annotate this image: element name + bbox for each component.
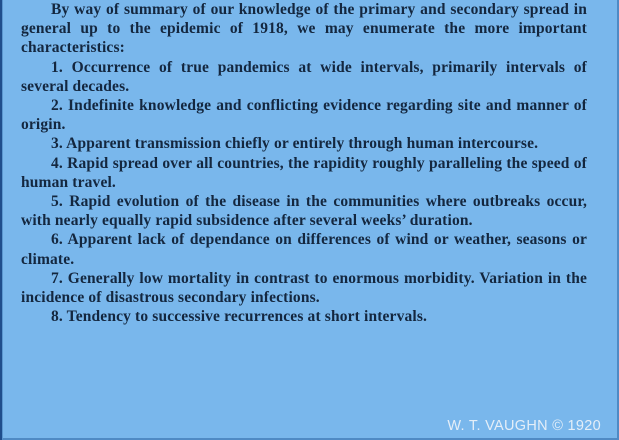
list-item: 6. Apparent lack of dependance on differences of wind or weather, seasons or climate. bbox=[21, 231, 587, 268]
document-text bbox=[21, 0, 587, 326]
list-item: 2. Indefinite knowledge and conflicting evidence regarding site and manner of origin. bbox=[21, 97, 587, 134]
intro-paragraph: By way of summary of our knowledge of the primary and secondary spread in general up to the epidemic of 1918, we may enumerate the more important characteristics: bbox=[21, 1, 587, 57]
list-item: 7. Generally low mortality in contrast to enormous morbidity. Variation in the incidence of disastrous secondary infections. bbox=[21, 269, 587, 307]
list-item: 3. Apparent transmission chiefly or entirely through human intercourse. bbox=[51, 135, 539, 153]
copyright-credit: W. T. VAUGHN © 1920 bbox=[447, 418, 601, 434]
list-item: 8. Tendency to successive recurrences at short intervals. bbox=[51, 308, 428, 326]
list-item: 4. Rapid spread over all countries, the rapidity roughly paralleling the speed of human travel. bbox=[21, 154, 587, 191]
list-item: 1. Occurrence of true pandemics at wide intervals, primarily intervals of several decades. bbox=[21, 58, 587, 95]
document-page bbox=[2, 0, 619, 440]
list-item: 5. Rapid evolution of the disease in the communities where outbreaks occur, with nearly equally rapid subsidence after several weeks’ duration. bbox=[21, 193, 587, 230]
